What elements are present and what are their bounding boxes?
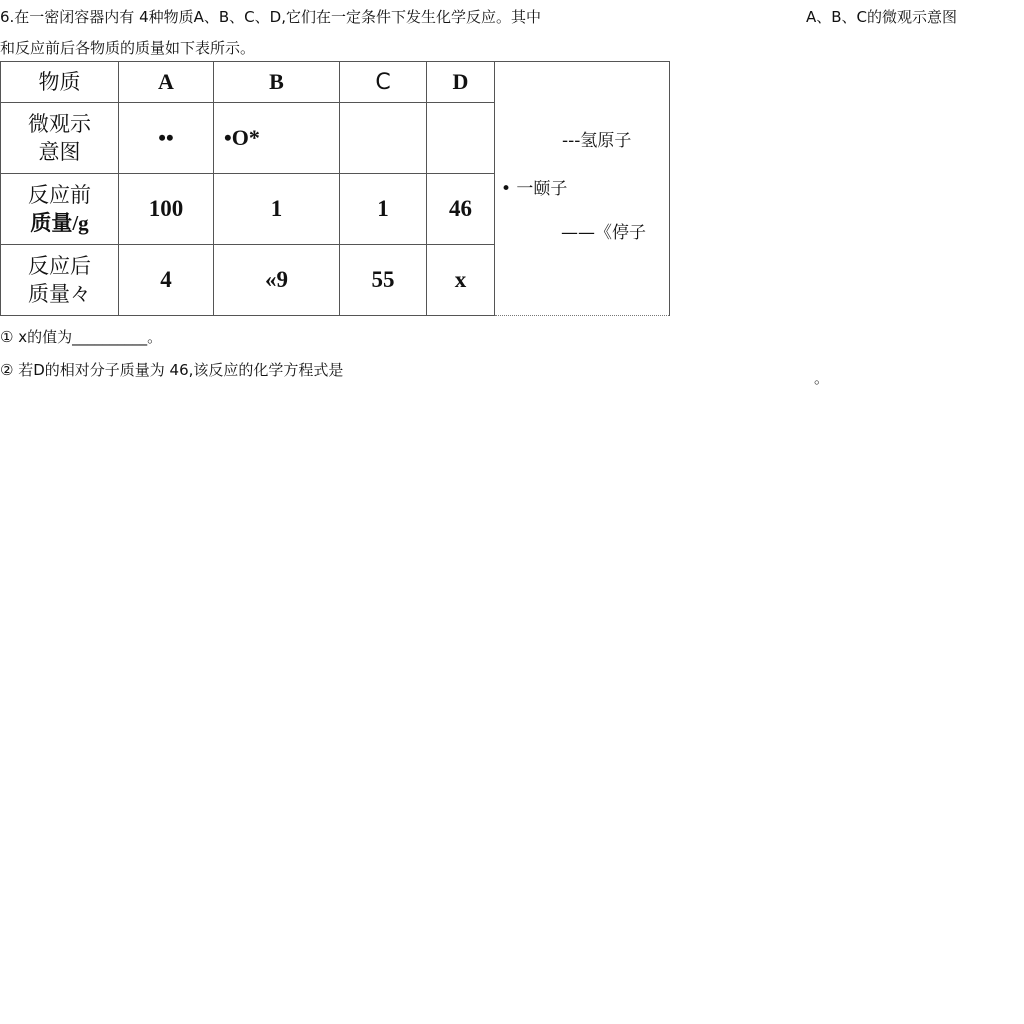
row-label-after: 反应后 质量々 <box>1 245 119 316</box>
micro-b: •O* <box>214 103 340 174</box>
legend-hydrogen: ---氢原子 <box>562 131 632 151</box>
micro-a: •• <box>119 103 214 174</box>
after-c: 55 <box>340 245 427 316</box>
before-b: 1 <box>214 174 340 245</box>
micro-d <box>427 103 495 174</box>
question-line-1: 6.在一密闭容器内有 4种物质A、B、C、D,它们在一定条件下发生化学反应。其中 <box>0 8 541 26</box>
legend-cell <box>495 62 670 316</box>
before-a: 100 <box>119 174 214 245</box>
substance-table <box>0 61 670 316</box>
header-b: B <box>214 62 340 103</box>
header-a: A <box>119 62 214 103</box>
micro-c <box>340 103 427 174</box>
row-label-micro: 微观示 意图 <box>1 103 119 174</box>
after-b: «9 <box>214 245 340 316</box>
legend-atom-2: • 一颐子 <box>501 179 568 199</box>
legend-atom-3: ——《停子 <box>561 223 646 243</box>
before-c: 1 <box>340 174 427 245</box>
after-a: 4 <box>119 245 214 316</box>
before-d: 46 <box>427 174 495 245</box>
question-line-2: 和反应前后各物质的质量如下表所示。 <box>0 39 256 57</box>
table-header-row <box>1 62 670 103</box>
sub-question-2-end: 。 <box>814 369 830 387</box>
header-substance: 物质 <box>1 62 119 103</box>
after-d: x <box>427 245 495 316</box>
question-line-1-right: A、B、C的微观示意图 <box>806 8 958 26</box>
header-c: C <box>340 62 427 103</box>
sub-question-1: ① x的值为__________。 <box>0 328 163 346</box>
header-d: D <box>427 62 495 103</box>
sub-question-2: ② 若D的相对分子质量为 46,该反应的化学方程式是 <box>0 361 344 379</box>
row-label-before: 反应前 质量/g <box>1 174 119 245</box>
